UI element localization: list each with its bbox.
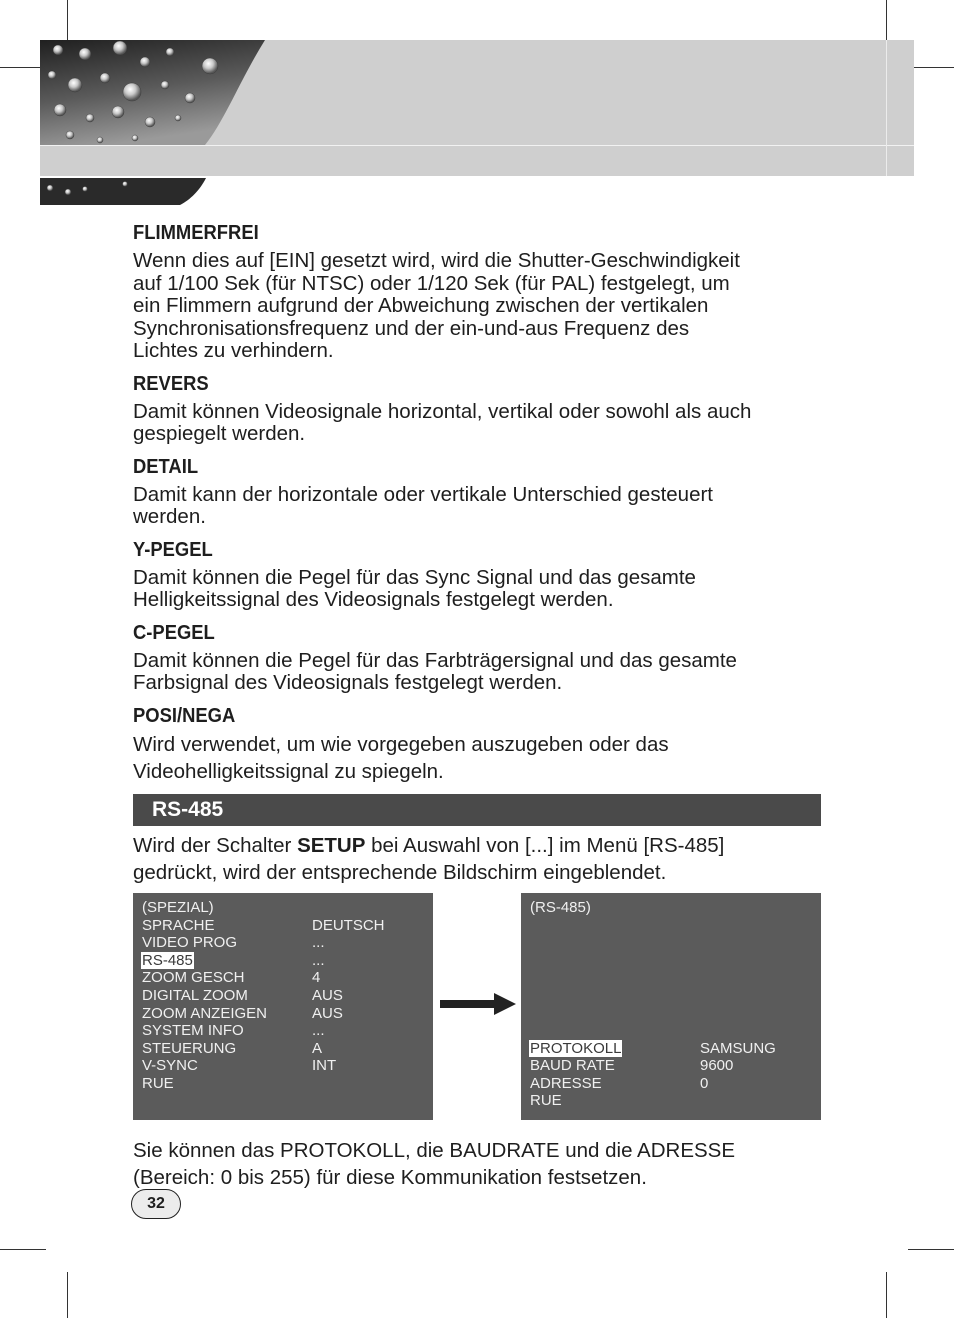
menu-value: AUS: [312, 1004, 343, 1022]
menu-key-wrap: [530, 1040, 700, 1058]
rs485-heading-bar: RS-485: [133, 794, 821, 826]
body-line: Lichtes zu verhindern.: [133, 339, 334, 362]
menu-key-wrap: [142, 952, 312, 970]
feature-descriptions: [133, 220, 823, 793]
menu-value: AUS: [312, 986, 343, 1004]
section-body: [133, 401, 823, 446]
crop-mark: [908, 1249, 954, 1250]
body-line: Damit können die Pegel für das Farbträgersignal und das gesamte: [133, 648, 737, 672]
menu-value: ...: [312, 951, 325, 969]
crop-mark: [908, 67, 954, 68]
menu-key: SYSTEM INFO: [142, 1022, 244, 1040]
menu-value: ...: [312, 934, 325, 952]
body-line: ein Flimmern aufgrund der Abweichung zwischen der vertikalen: [133, 294, 709, 317]
menu-row[interactable]: [530, 1057, 821, 1075]
section-body: [133, 567, 823, 612]
body-line: Wird verwendet, um wie vorgegeben auszugeben oder das: [133, 732, 669, 756]
intro-text: gedrückt, wird der entsprechende Bildschirm eingeblendet.: [133, 861, 667, 884]
menu-value: ...: [312, 1022, 325, 1040]
menu-row[interactable]: [142, 1075, 433, 1093]
menu-row[interactable]: [142, 1022, 433, 1040]
menu-key-highlighted: RS-485: [142, 951, 193, 969]
section-revers: [133, 371, 823, 446]
menu-key: VIDEO PROG: [142, 934, 238, 952]
osd-menu-rs485: [521, 893, 821, 1120]
menu-key: RUE: [530, 1092, 562, 1110]
body-line: Damit können Videosignale horizontal, vertikal oder sowohl als auch: [133, 399, 752, 423]
body-line: Damit können die Pegel für das Sync Signal und das gesamte: [133, 565, 696, 589]
section-flimmerfrei: [133, 220, 823, 363]
arrow-right-icon: [440, 993, 516, 1015]
header-edge-line: [886, 40, 887, 176]
menu-title: [530, 899, 821, 917]
body-line: werden.: [133, 505, 206, 528]
crop-mark: [0, 1249, 46, 1250]
section-y-pegel: [133, 537, 823, 612]
section-title: FLIMMERFREI: [133, 222, 259, 244]
menu-key: ZOOM ANZEIGEN: [142, 1004, 268, 1022]
body-line: auf 1/100 Sek (für NTSC) oder 1/120 Sek (für PAL) festgelegt, um: [133, 271, 730, 295]
menu-row[interactable]: [530, 1092, 821, 1110]
menu-row[interactable]: [142, 987, 433, 1005]
water-drops-decoration: [40, 40, 270, 205]
menu-value: DEUTSCH: [312, 916, 385, 934]
body-line: Synchronisationsfrequenz und der ein-und-aus Frequenz des: [133, 316, 690, 340]
menu-value: 4: [312, 969, 321, 987]
page-number: 32: [131, 1189, 181, 1219]
section-body: [133, 484, 823, 529]
menu-value: 0: [700, 1074, 709, 1092]
rs485-outro: [133, 1137, 823, 1191]
section-title: REVERS: [133, 372, 209, 395]
body-line: gespiegelt werden.: [133, 422, 306, 445]
section-c-pegel: [133, 620, 823, 695]
menu-value: INT: [312, 1057, 337, 1075]
menu-key: BAUD RATE: [530, 1057, 615, 1075]
osd-menu-spezial: [133, 893, 433, 1120]
section-body: [133, 650, 823, 695]
section-title: Y-PEGEL: [133, 538, 213, 561]
menu-row[interactable]: [142, 969, 433, 987]
section-detail: [133, 454, 823, 529]
menu-row[interactable]: [142, 1005, 433, 1023]
body-line: Videohelligkeitssignal zu spiegeln.: [133, 759, 444, 783]
intro-text: bei Auswahl von [...] im Menü [RS-485]: [365, 834, 725, 857]
body-line: Helligkeitssignal des Videosignals festgelegt werden.: [133, 588, 614, 611]
menu-key: ZOOM GESCH: [142, 969, 245, 987]
section-body: [133, 731, 823, 785]
outro-line: Sie können das PROTOKOLL, die BAUDRATE und die ADRESSE: [133, 1139, 736, 1162]
menu-value: 9600: [700, 1057, 734, 1075]
menu-row[interactable]: [530, 1075, 821, 1093]
body-line: Wenn dies auf [EIN] gesetzt wird, wird die Shutter-Geschwindigkeit: [133, 249, 740, 272]
menu-value: SAMSUNG: [700, 1039, 776, 1057]
section-title: C-PEGEL: [133, 621, 215, 644]
menu-row[interactable]: [142, 1040, 433, 1058]
menu-key: V-SYNC: [142, 1057, 198, 1075]
menu-key: DIGITAL ZOOM: [142, 986, 248, 1004]
menu-key: RUE: [142, 1074, 174, 1092]
menu-key: SPRACHE: [142, 916, 215, 934]
intro-setup-keyword: SETUP: [297, 834, 366, 857]
menu-row-selected[interactable]: [142, 952, 433, 970]
crop-mark: [67, 1272, 68, 1318]
menu-row-selected[interactable]: [530, 1040, 821, 1058]
menu-row[interactable]: [142, 917, 433, 935]
body-line: Damit kann der horizontale oder vertikale Unterschied gesteuert: [133, 482, 713, 506]
rs485-intro: [133, 832, 823, 886]
section-title: DETAIL: [133, 455, 199, 478]
section-title: POSI/NEGA: [133, 704, 236, 727]
menu-value: A: [312, 1039, 323, 1057]
menu-row[interactable]: [142, 1057, 433, 1075]
section-body: [133, 250, 823, 363]
menu-key: STEUERUNG: [142, 1039, 237, 1057]
menu-title: [142, 899, 433, 917]
intro-text: Wird der Schalter: [133, 834, 298, 857]
menu-title-text: (RS-485): [530, 899, 591, 916]
menu-key-highlighted: PROTOKOLL: [530, 1039, 622, 1057]
menu-key: ADRESSE: [530, 1074, 602, 1092]
menu-row[interactable]: [142, 934, 433, 952]
menu-title-text: (SPEZIAL): [142, 899, 214, 916]
crop-mark: [886, 1272, 887, 1318]
outro-line: (Bereich: 0 bis 255) für diese Kommunikation festsetzen.: [133, 1166, 647, 1189]
section-posi-nega: [133, 703, 823, 785]
body-line: Farbsignal des Videosignals festgelegt werden.: [133, 671, 563, 694]
menu-spacer: [530, 917, 821, 1040]
